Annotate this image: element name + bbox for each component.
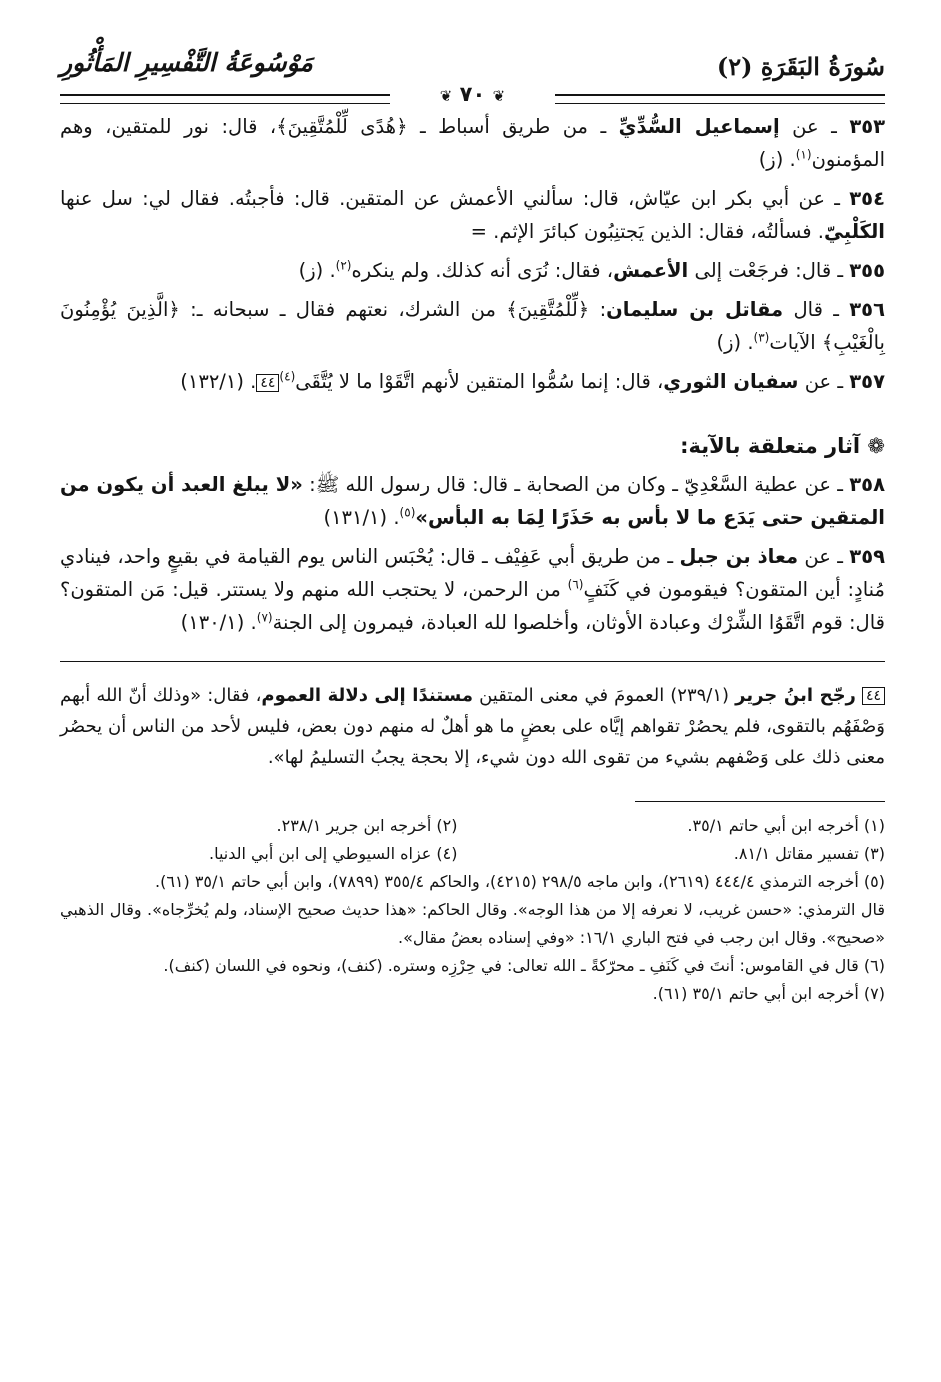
- entry-ref: . (ز): [298, 259, 336, 282]
- entry-number: ٣٥٧: [849, 370, 885, 393]
- footnote-2: (٢) أخرجه ابن جرير ٢٣٨/١.: [276, 816, 458, 835]
- entry-text: من الرحمن، لا يحتجب الله منهم ولا يستتر. قيل: مَن المتقون؟ قال: قوم اتَّقَوُا الشِّرْك وعبادة الأوثان، وأخلصوا لله العبادة، فيمرون إلى الجنة: [60, 578, 885, 634]
- note-text: (٢٣٩/١) العمومَ في معنى المتقين: [479, 685, 730, 706]
- entry-ref: . (١٣١/١): [323, 506, 400, 529]
- footnotes-short: [60, 812, 885, 868]
- entry-text: من الشرك، نعتهم فقال ـ سبحانه ـ:: [190, 298, 496, 321]
- narrator-name: سفيان الثوري: [663, 370, 799, 393]
- entry-358: [60, 468, 885, 534]
- entry-ref: . (١٣٠/١): [180, 611, 257, 634]
- entry-text: ـ عن عطية السَّعْدِيّ ـ وكان من الصحابة ـ قال: قال رسول الله ﷺ:: [309, 473, 843, 496]
- footnote-marker: (١): [795, 147, 812, 162]
- book-title: مَوْسُوعَةُ التَّفْسِيرِ المَأْثُورِ: [60, 48, 313, 77]
- entry-359: [60, 540, 885, 639]
- footnote-marker: (٥): [399, 505, 416, 520]
- entry-354: [60, 182, 885, 248]
- entry-number: ٣٥٥: [849, 259, 885, 282]
- footnote-3: (٣) تفسير مقاتل ٨١/١.: [733, 844, 885, 863]
- entry-text: ـ من طريق أبي عَفِيْف ـ قال: يُحْبَس الناس يوم القيامة في بقيعٍ واحد، فينادي مُنادٍ: أين المتقون؟ فيقومون في كَنَفٍ: [60, 545, 885, 601]
- entry-357: [60, 365, 885, 398]
- entry-number: ٣٥٨: [849, 473, 885, 496]
- narrator-name: مقاتل بن سليمان: [606, 298, 784, 321]
- entry-text: ـ قال: [793, 298, 839, 321]
- footnote-rule: [635, 801, 885, 802]
- entry-text: ـ عن: [804, 370, 844, 393]
- hadith-text: «لا يبلغ العبد أن يكون من المتقين حتى يَدَع ما لا بأس به حَذَرًا لِمَا به البأس»: [60, 473, 885, 529]
- entry-text: . فسألتُه، فقال: الذين يَجتنِبُون كبائرَ الإثم. =: [470, 220, 824, 243]
- note-lead: رجّح ابنُ جرير: [735, 685, 856, 706]
- editor-note: [60, 680, 885, 773]
- quran-verse: ﴿هُدًى لِّلْمُتَّقِينَ﴾: [276, 115, 408, 138]
- entry-number: ٣٥٤: [849, 187, 885, 210]
- entry-355: [60, 254, 885, 287]
- entry-text: ـ عن: [804, 545, 843, 568]
- surah-title: سُورَةُ البَقَرَةِ (٢): [716, 52, 885, 81]
- page-number-block: [400, 82, 545, 106]
- entry-ref: . (١٣٢/١): [180, 370, 257, 393]
- entry-356: [60, 293, 885, 359]
- footnote-marker: (٤): [279, 369, 296, 384]
- narrator-name: الكَلْبِيّ: [824, 220, 885, 243]
- page-header: [60, 40, 885, 110]
- entry-number: ٣٥٩: [849, 545, 886, 568]
- entry-text: ، قال: إنما سُمُّوا المتقين لأنهم اتَّقَوْا ما لا يُتَّقَى: [295, 370, 664, 393]
- entry-text: ـ عن أبي بكر ابن عيّاش، قال: سألني الأعمش عن المتقين. قال: فأجبتُه. فقال لي: سل عنها: [60, 187, 840, 210]
- footnote-6: (٦) قال في القاموس: أنتَ في كَنَفِ ـ محرّكةً ـ الله تعالى: في حِرْزِه وستره. (كنف)، ونحوه في اللسان (كنف).: [163, 956, 885, 975]
- footnote-marker: (٦): [567, 577, 584, 592]
- narrator-name: الأعمش: [613, 259, 689, 282]
- entry-text: الآيات: [769, 331, 816, 354]
- footnote-5: (٥) أخرجه الترمذي ٤٤٤/٤ (٢٦١٩)، وابن ماجه ٢٩٨/٥ (٤٢١٥)، والحاكم ٣٥٥/٤ (٧٨٩٩)، وابن أبي حاتم ٣٥/١ (٦١).: [154, 872, 885, 891]
- page-number: ٧٠: [459, 82, 486, 106]
- note-emphasis: مستندًا إلى دلالة العموم: [261, 685, 474, 706]
- footnote-5-comment: قال الترمذي: «حسن غريب، لا نعرفه إلا من هذا الوجه». وقال الحاكم: «هذا حديث صحيح الإسناد، ولم يُخرِّجاه». وقال الذهبي «صحيح». وقال ابن رجب في فتح الباري ١٦/١: «وفي إسناده بعضُ مقال».: [60, 900, 885, 947]
- header-rule-left: [60, 94, 390, 104]
- cross-ref-box: ٤٤: [256, 374, 279, 392]
- entry-number: ٣٥٦: [849, 298, 885, 321]
- footnote-marker: (٧): [256, 610, 273, 625]
- footnote-4: (٤) عزاه السيوطي إلى ابن أبي الدنيا.: [209, 844, 458, 863]
- entry-text: ـ من طريق أسباط ـ: [419, 115, 607, 138]
- entry-text: ، فقال: نُرَى أنه كذلك. ولم ينكره: [351, 259, 614, 282]
- page: [60, 40, 885, 1008]
- entry-ref: . (ز): [716, 331, 754, 354]
- footnote-marker: (٣): [753, 330, 770, 345]
- quran-verse: ﴿الَّذِينَ يُؤْمِنُونَ بِالْغَيْبِ﴾: [60, 298, 885, 354]
- quran-verse: ﴿لِّلْمُتَّقِينَ﴾: [506, 298, 590, 321]
- cross-ref-box: ٤٤: [862, 687, 885, 705]
- section-heading: ❁ آثار متعلقة بالآية:: [680, 434, 885, 458]
- narrator-name: معاذ بن جبل: [679, 545, 799, 568]
- footnote-1: (١) أخرجه ابن أبي حاتم ٣٥/١.: [687, 816, 885, 835]
- entry-text: ـ عن: [792, 115, 837, 138]
- header-rule-right: [555, 94, 885, 104]
- entry-text: :: [599, 298, 607, 321]
- narrator-name: إسماعيل السُّدِّيِّ: [618, 115, 780, 138]
- entry-353: [60, 110, 885, 176]
- divider: [60, 661, 885, 662]
- entry-text: ـ قال: فرجَعْت إلى: [694, 259, 844, 282]
- entry-ref: . (ز): [758, 148, 796, 171]
- footnote-7: (٧) أخرجه ابن أبي حاتم ٣٥/١ (٦١).: [652, 984, 885, 1003]
- ornament-icon: ❦: [439, 87, 453, 105]
- note-text: ، فقال: «وذلك أنّ الله أبهم وَصْفَهُم بالتقوى، فلم يحصُرْ تقواهم إيَّاه على بعضٍ ما هو أهلٌ له منهم دون بعض، فليس لأحد من الناس أن يحصُر معنى ذلك على وَصْفهم بشيء من تقوى الله دون شيء، إلا بحجة يجبُ التسليمُ لها».: [60, 685, 885, 768]
- entry-text: ، قال: نور للمتقين، وهم المؤمنون: [60, 115, 885, 171]
- footnote-marker: (٢): [335, 258, 352, 273]
- entry-number: ٣٥٣: [849, 115, 886, 138]
- ornament-icon: ❦: [492, 87, 506, 105]
